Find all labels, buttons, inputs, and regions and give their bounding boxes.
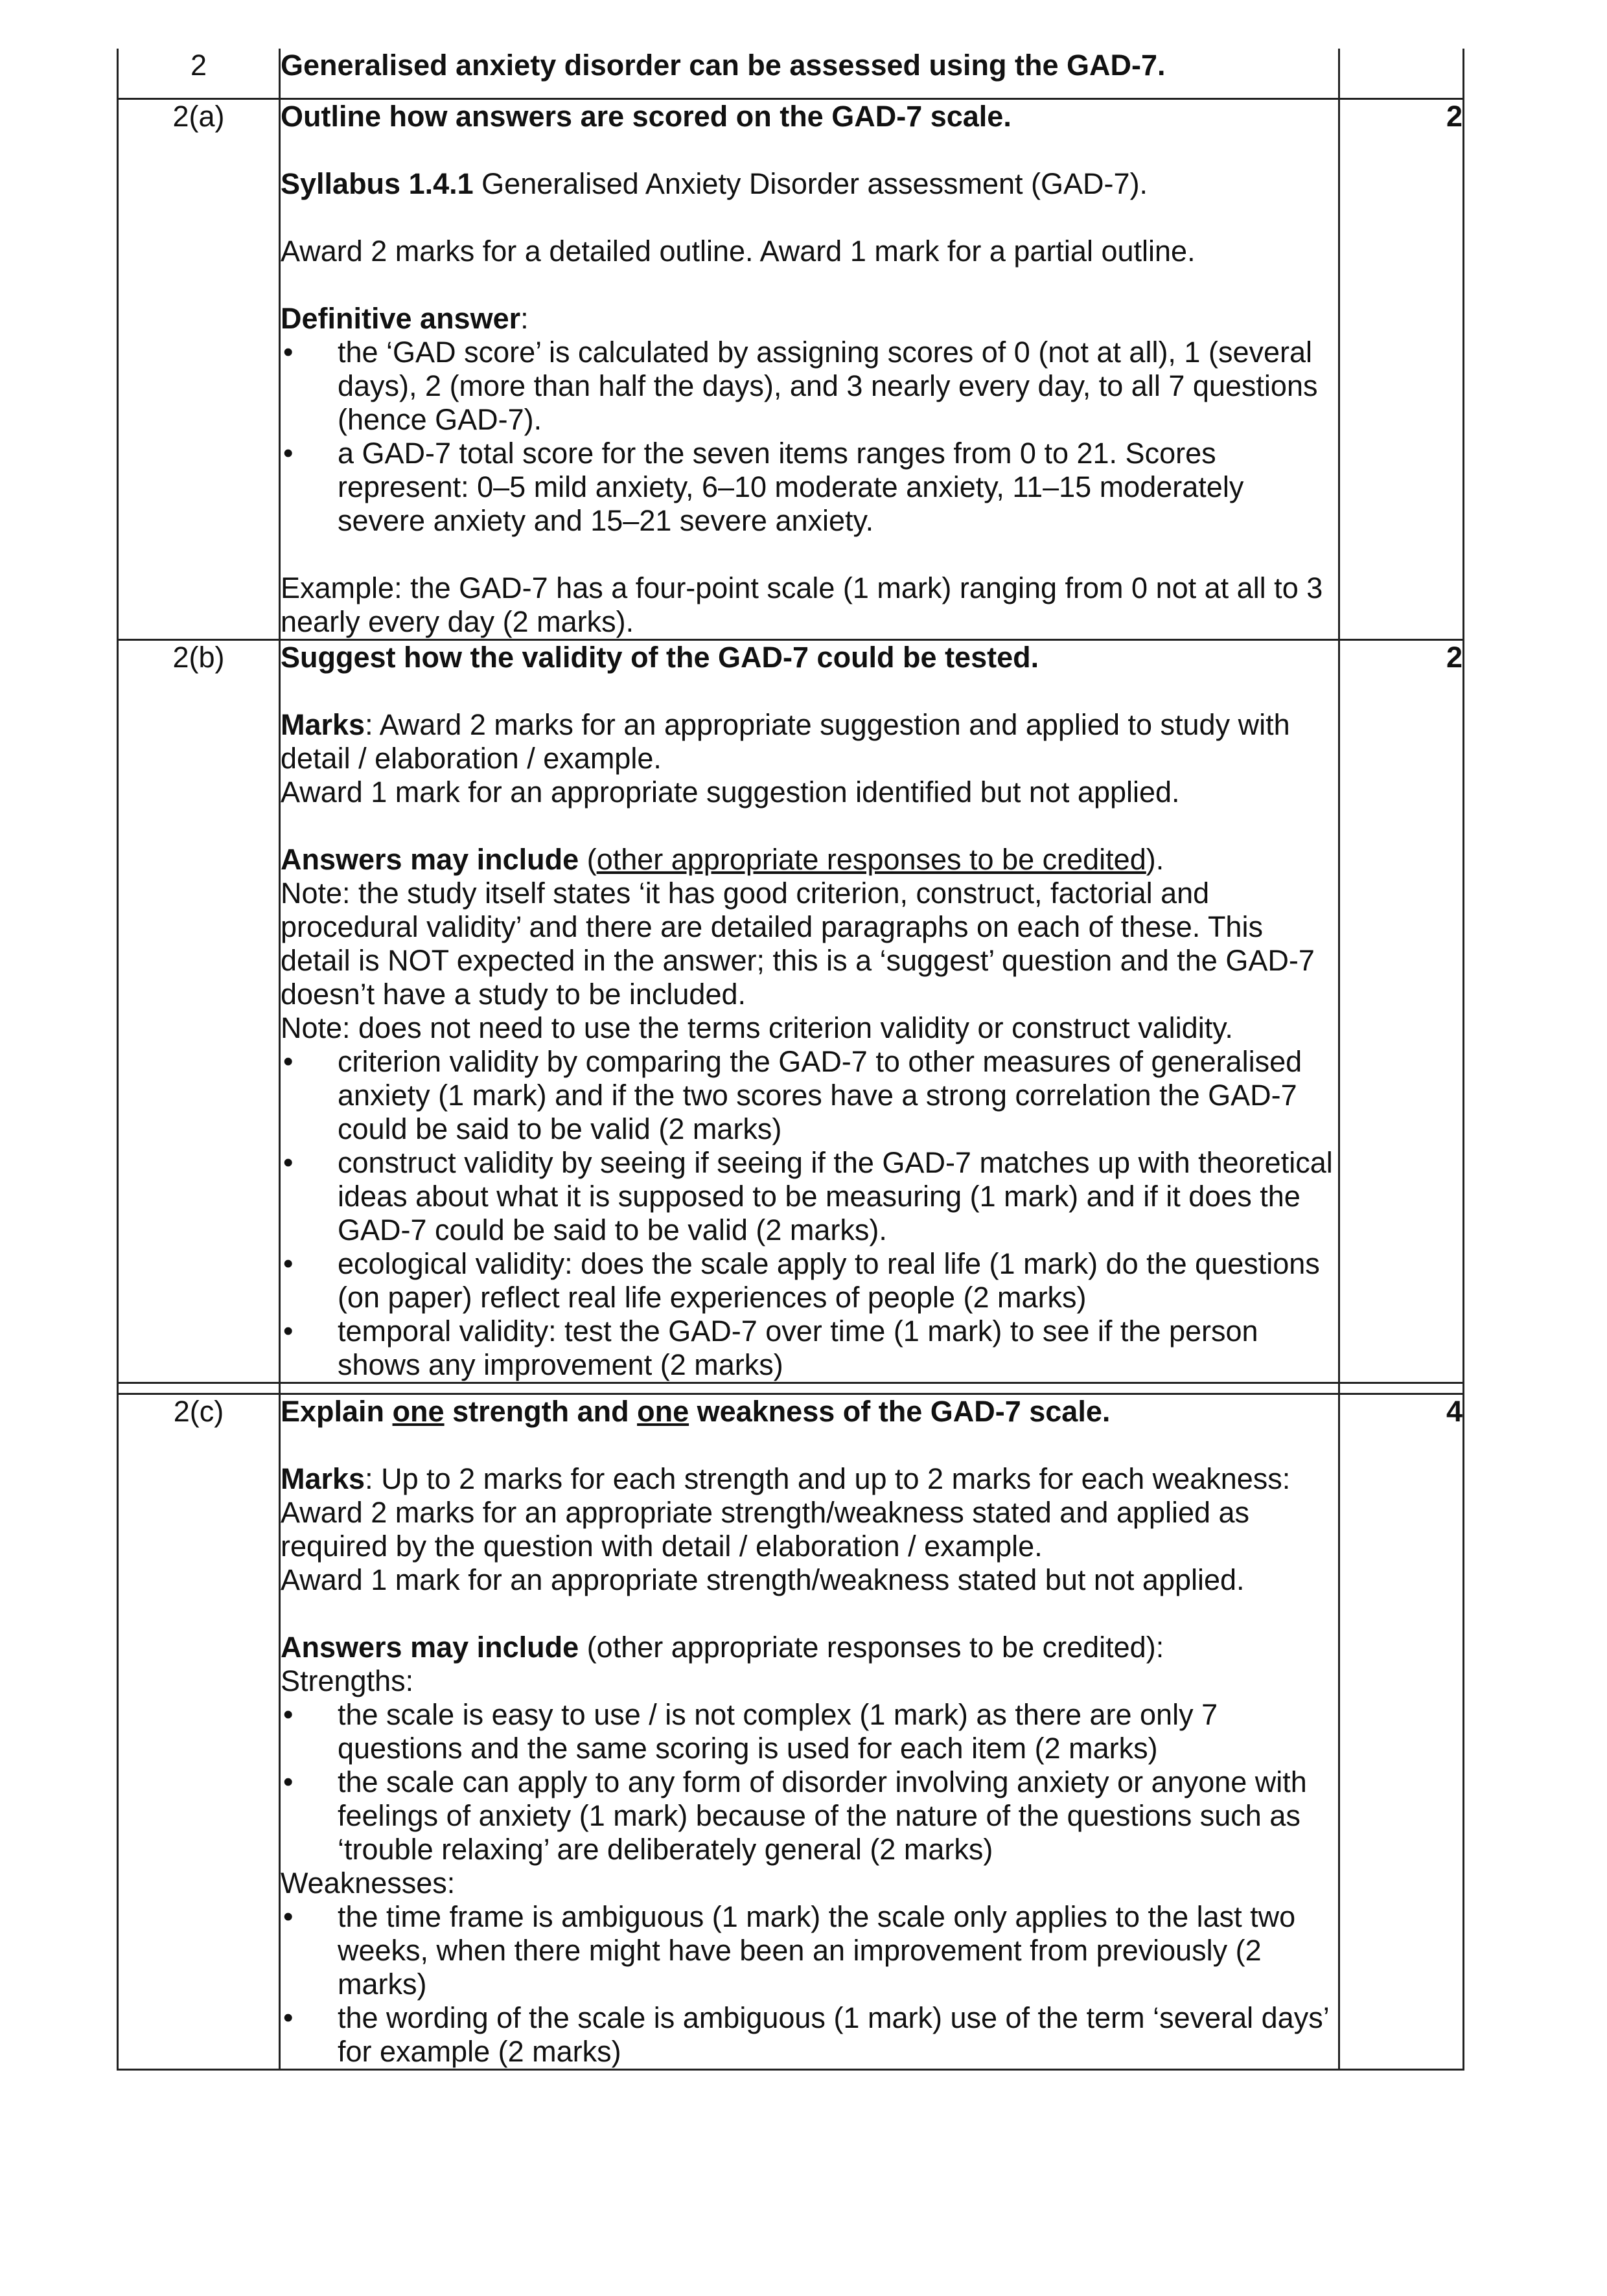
question-number: 2(c) [118, 1394, 280, 2070]
award-guidance: Award 2 marks for a detailed outline. Award 1 mark for a partial outline. [281, 235, 1196, 268]
question-number: 2(a) [118, 99, 280, 640]
award-guidance: Award 1 mark for an appropriate suggestion identified but not applied. [281, 775, 1180, 809]
marks-cell: 2 [1339, 99, 1464, 640]
definitive-answer-heading: Definitive answer: [281, 302, 529, 335]
answer-bullets [281, 1045, 1338, 1382]
weaknesses-list [281, 1900, 1338, 2069]
syllabus-reference [281, 167, 1338, 201]
question-2-row [118, 49, 1464, 99]
marks-cell [1339, 49, 1464, 99]
example-answer: Example: the GAD-7 has a four-point scale (1 mark) ranging from 0 not at all to 3 nearly every day (2 marks). [281, 571, 1323, 638]
list-item: • the ‘GAD score’ is calculated by assigning scores of 0 (not at all), 1 (several days), 2 (more than half the days), and 3 nearly every day, to all 7 questions (hence GAD-7). [281, 336, 1338, 437]
list-item: • the scale is easy to use / is not complex (1 mark) as there are only 7 questions and the same scoring is used for each item (2 marks) [281, 1698, 1338, 1765]
list-item: • criterion validity by comparing the GAD-7 to other measures of generalised anxiety (1 mark) and if the two scores have a strong correlation the GAD-7 could be said to be valid (2 marks) [281, 1045, 1338, 1146]
marks-guidance: Marks: Up to 2 marks for each strength and up to 2 marks for each weakness: [281, 1462, 1291, 1495]
list-item: • the time frame is ambiguous (1 mark) the scale only applies to the last two weeks, when there might have been an improvement from previously (2 marks) [281, 1900, 1338, 2001]
weaknesses-heading: Weaknesses: [281, 1866, 456, 1900]
question-number: 2(b) [118, 640, 280, 1383]
answer-guidance [280, 99, 1339, 640]
syllabus-label: Syllabus 1.4.1 [281, 167, 474, 200]
mark-scheme-page [117, 49, 1462, 2071]
answers-may-include-heading: Answers may include (other appropriate responses to be credited): [281, 1631, 1164, 1664]
syllabus-text: Generalised Anxiety Disorder assessment (GAD-7). [473, 167, 1148, 200]
award-guidance: Award 2 marks for an appropriate strength/weakness stated and applied as required by the question with detail / elaboration / example. [281, 1496, 1250, 1563]
table-spacer-row [118, 1383, 1464, 1394]
question-text: Suggest how the validity of the GAD-7 could be tested. [281, 641, 1039, 674]
strengths-list [281, 1698, 1338, 1866]
question-number: 2 [118, 49, 280, 99]
list-item: • construct validity by seeing if seeing if the GAD-7 matches up with theoretical ideas about what it is supposed to be measuring (1 mark) and if it does the GAD-7 could be said to be valid (2 marks). [281, 1146, 1338, 1247]
marks-cell: 2 [1339, 640, 1464, 1383]
mark-scheme-table [117, 49, 1464, 2071]
strengths-heading: Strengths: [281, 1664, 414, 1697]
list-item: • temporal validity: test the GAD-7 over time (1 mark) to see if the person shows any improvement (2 marks) [281, 1314, 1338, 1382]
answers-may-include-heading: Answers may include (other appropriate responses to be credited). [281, 843, 1164, 876]
note: Note: the study itself states ‘it has good criterion, construct, factorial and procedural validity’ and there are detailed paragraphs on each of these. This detail is NOT expected in the answer; this is a ‘suggest’ question and the GAD-7 doesn’t have a study to be included. [281, 877, 1315, 1011]
list-item: • ecological validity: does the scale apply to real life (1 mark) do the questions (on paper) reflect real life experiences of people (2 marks) [281, 1247, 1338, 1314]
list-item: • the wording of the scale is ambiguous (1 mark) use of the term ‘several days’ for example (2 marks) [281, 2001, 1338, 2069]
question-text: Outline how answers are scored on the GAD-7 scale. [281, 100, 1012, 133]
answer-guidance [280, 640, 1339, 1383]
question-2c-row [118, 1394, 1464, 2070]
list-item: • the scale can apply to any form of disorder involving anxiety or anyone with feelings of anxiety (1 mark) because of the nature of the questions such as ‘trouble relaxing’ are deliberately general (2 marks) [281, 1765, 1338, 1866]
note: Note: does not need to use the terms criterion validity or construct validity. [281, 1011, 1233, 1044]
answer-guidance [280, 1394, 1339, 2070]
question-text: Explain one strength and one weakness of the GAD-7 scale. [281, 1395, 1111, 1428]
award-guidance: Award 1 mark for an appropriate strength/weakness stated but not applied. [281, 1563, 1245, 1596]
answer-bullets [281, 336, 1338, 538]
list-item: • a GAD-7 total score for the seven items ranges from 0 to 21. Scores represent: 0–5 mild anxiety, 6–10 moderate anxiety, 11–15 moderately severe anxiety and 15–21 severe anxiety. [281, 437, 1338, 538]
marks-guidance: Marks: Award 2 marks for an appropriate suggestion and applied to study with detail / elaboration / example. [281, 708, 1290, 775]
question-2b-row [118, 640, 1464, 1383]
marks-cell: 4 [1339, 1394, 1464, 2070]
question-2a-row [118, 99, 1464, 640]
question-stem: Generalised anxiety disorder can be assessed using the GAD-7. [280, 49, 1339, 99]
